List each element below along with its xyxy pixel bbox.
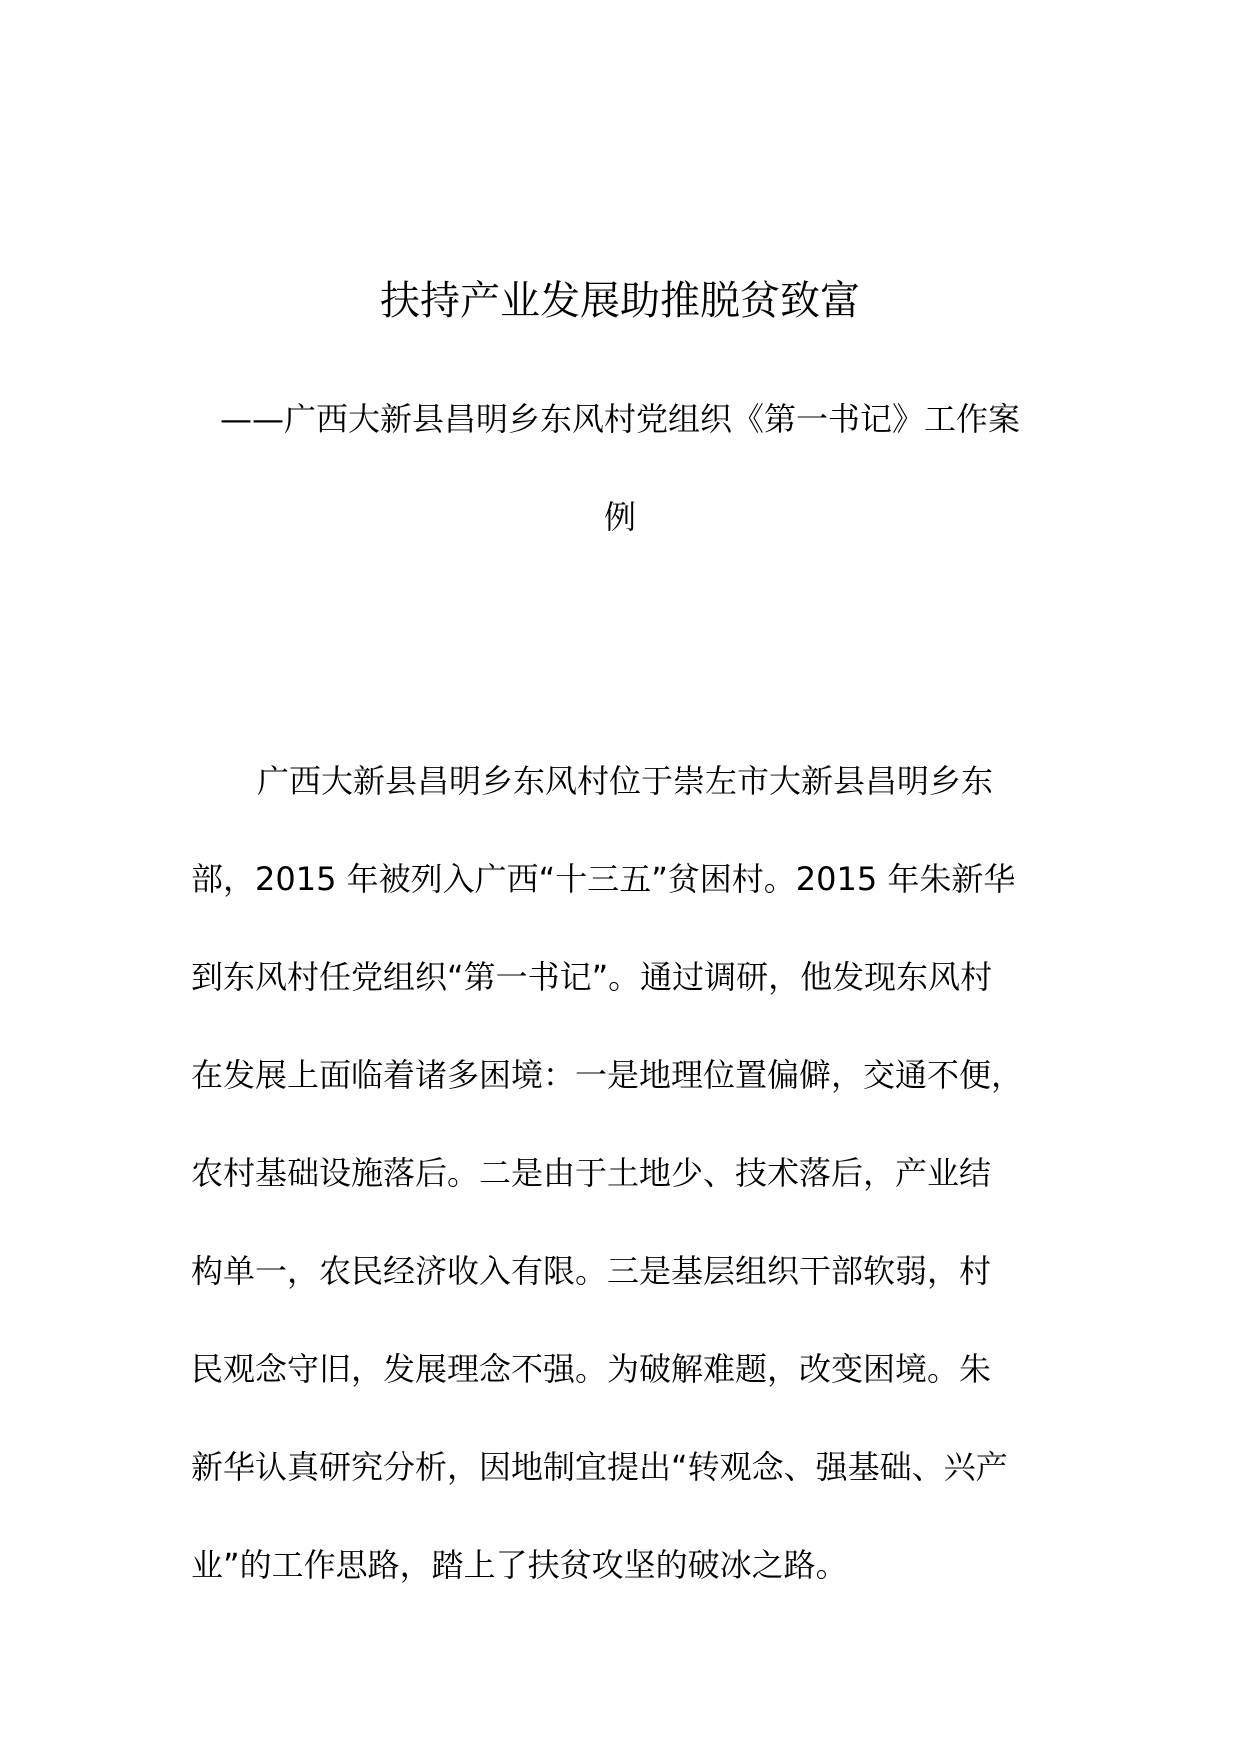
paragraph-line: 在发展上面临着诸多困境：一是地理位置偏僻，交通不便， [191, 1056, 1024, 1094]
document-subtitle-line: ——广西大新县昌明乡东风村党组织《第一书记》工作案 [219, 400, 1020, 438]
paragraph-line: 广西大新县昌明乡东风村位于崇左市大新县昌明乡东 [257, 762, 994, 800]
paragraph-line: 民观念守旧，发展理念不强。为破解难题，改变困境。朱 [191, 1350, 992, 1388]
paragraph-line: 新华认真研究分析，因地制宜提出“转观念、强基础、兴产 [191, 1448, 1008, 1486]
paragraph-line: 部，2015 年被列入广西“十三五”贫困村。2015 年朱新华 [191, 860, 1016, 898]
paragraph-line: 构单一，农民经济收入有限。三是基层组织干部软弱，村 [191, 1252, 992, 1290]
paragraph-line: 农村基础设施落后。二是由于土地少、技术落后，产业结 [191, 1154, 992, 1192]
paragraph-line: 业”的工作思路，踏上了扶贫攻坚的破冰之路。 [191, 1546, 848, 1584]
document-title: 扶持产业发展助推脱贫致富 [380, 278, 860, 324]
document-subtitle-line: 例 [603, 498, 636, 536]
paragraph-line: 到东风村任党组织“第一书记”。通过调研，他发现东风村 [191, 958, 993, 996]
